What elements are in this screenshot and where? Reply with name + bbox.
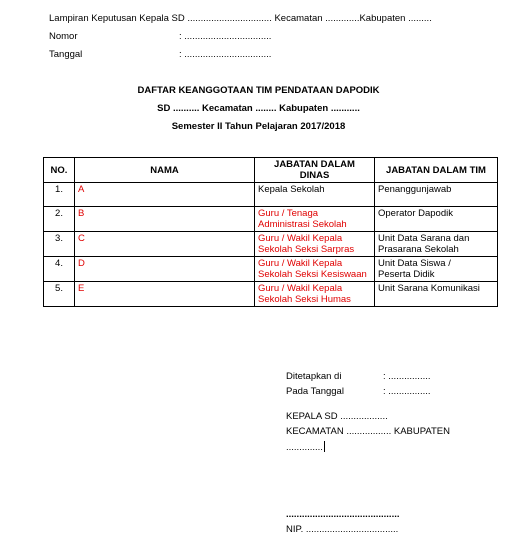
row-jabatan-tim <box>375 282 498 307</box>
row-jabatan-dinas <box>255 232 375 257</box>
pada-tanggal-value: : ................ <box>383 386 431 397</box>
row-no: 3. <box>44 232 75 257</box>
header-no: NO. <box>44 158 75 183</box>
lampiran-line: Lampiran Keputusan Kepala SD ................................ Kecamatan .............Kabupaten ......... <box>49 13 432 24</box>
row-jabatan-dinas <box>255 282 375 307</box>
row-jabatan-dinas-line2: Sekolah Seksi Humas <box>258 294 351 305</box>
row-jabatan-dinas <box>255 183 375 207</box>
row-jabatan-tim-line2: Prasarana Sekolah <box>378 244 459 255</box>
row-no: 1. <box>44 183 75 207</box>
header-nama: NAMA <box>75 158 255 183</box>
row-jabatan-tim <box>375 207 498 232</box>
row-jabatan-dinas-line2: Administrasi Sekolah <box>258 219 347 230</box>
signature-name-line: ........................................... <box>286 509 400 520</box>
pada-tanggal-label: Pada Tanggal <box>286 386 344 397</box>
row-nama: D <box>75 257 255 282</box>
row-nama: A <box>75 183 255 207</box>
row-jabatan-dinas-line2: Sekolah Seksi Sarpras <box>258 244 355 255</box>
header-jabatan-dinas-line2: DINAS <box>299 170 330 181</box>
row-jabatan-tim-line1: Operator Dapodik <box>378 208 453 219</box>
kepala-sd-line: KEPALA SD .................. <box>286 411 388 422</box>
table-row <box>44 183 498 207</box>
row-jabatan-dinas-line1: Guru / Wakil Kepala <box>258 258 343 269</box>
document-title: DAFTAR KEANGGOTAAN TIM PENDATAAN DAPODIK <box>137 85 380 96</box>
tanggal-label: Tanggal <box>49 49 83 60</box>
kecamatan-kabupaten-line: KECAMATAN ................. KABUPATEN <box>286 426 450 437</box>
row-jabatan-dinas-line1: Guru / Wakil Kepala <box>258 233 343 244</box>
row-jabatan-dinas-line1: Kepala Sekolah <box>258 184 325 195</box>
row-jabatan-tim <box>375 257 498 282</box>
table-row <box>44 207 498 232</box>
row-nama: B <box>75 207 255 232</box>
header-jabatan-dinas <box>255 158 375 183</box>
kabupaten-dots-line <box>286 441 325 454</box>
row-no: 5. <box>44 282 75 307</box>
nomor-value: : ................................. <box>179 31 272 42</box>
row-no: 4. <box>44 257 75 282</box>
row-jabatan-tim-line1: Unit Sarana Komunikasi <box>378 283 480 294</box>
row-jabatan-tim-line1: Unit Data Siswa / <box>378 258 451 269</box>
row-jabatan-dinas-line2: Sekolah Seksi Kesiswaan <box>258 269 367 280</box>
nomor-label: Nomor <box>49 31 78 42</box>
row-jabatan-dinas <box>255 257 375 282</box>
document-subtitle-semester: Semester II Tahun Pelajaran 2017/2018 <box>171 121 346 132</box>
row-nama: E <box>75 282 255 307</box>
row-jabatan-tim-line1: Unit Data Sarana dan <box>378 233 470 244</box>
row-jabatan-dinas-line1: Guru / Wakil Kepala <box>258 283 343 294</box>
document-subtitle-school: SD .......... Kecamatan ........ Kabupaten ........... <box>157 103 360 114</box>
table-row <box>44 232 498 257</box>
table-row <box>44 257 498 282</box>
row-no: 2. <box>44 207 75 232</box>
row-jabatan-tim-line1: Penanggunjawab <box>378 184 452 195</box>
members-table <box>43 157 498 307</box>
table-row <box>44 282 498 307</box>
table-header-row <box>44 158 498 183</box>
ditetapkan-label: Ditetapkan di <box>286 371 342 382</box>
row-jabatan-tim <box>375 183 498 207</box>
nip-line: NIP. ................................... <box>286 524 399 535</box>
row-nama: C <box>75 232 255 257</box>
ditetapkan-value: : ................ <box>383 371 431 382</box>
text-cursor <box>324 441 325 452</box>
kabupaten-dots: .............. <box>286 442 323 453</box>
header-jabatan-tim: JABATAN DALAM TIM <box>375 158 498 183</box>
tanggal-value: : ................................. <box>179 49 272 60</box>
row-jabatan-dinas <box>255 207 375 232</box>
header-jabatan-dinas-line1: JABATAN DALAM <box>274 159 355 170</box>
row-jabatan-tim-line2: Peserta Didik <box>378 269 435 280</box>
row-jabatan-tim <box>375 232 498 257</box>
row-jabatan-dinas-line1: Guru / Tenaga <box>258 208 319 219</box>
